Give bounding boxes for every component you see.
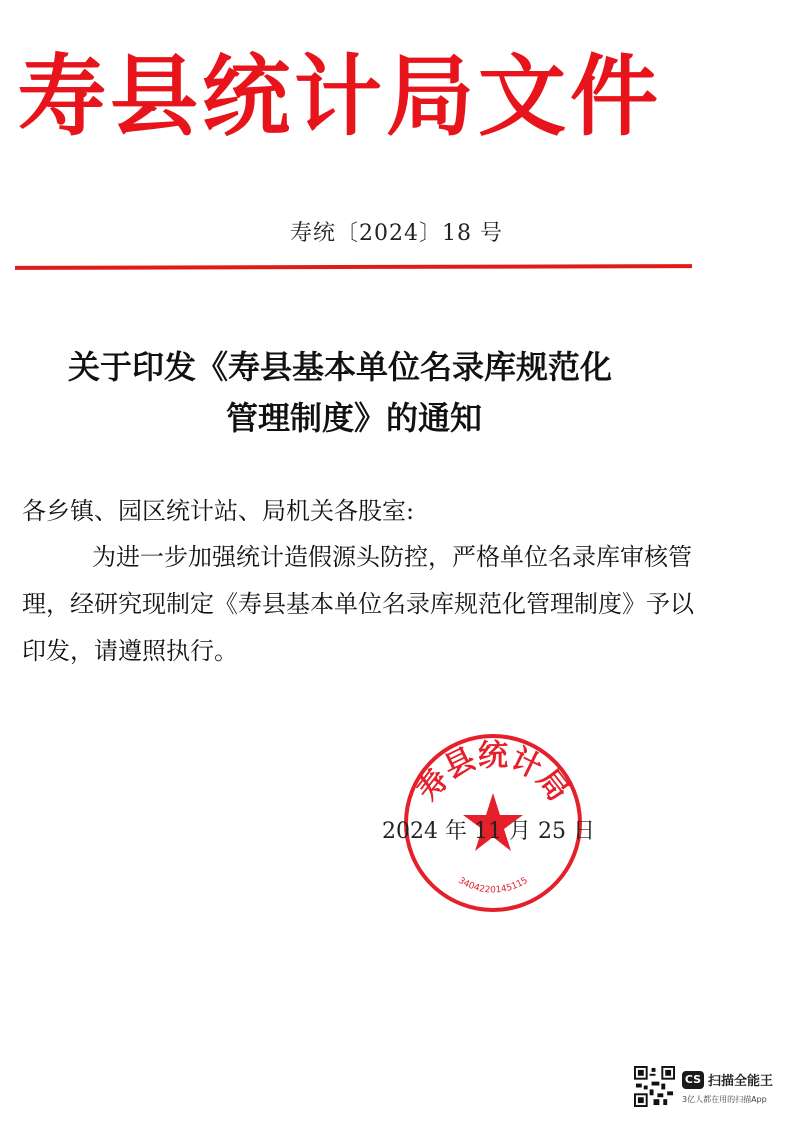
body-paragraph-line-3: 印发，请遵照执行。 (22, 637, 238, 665)
scanner-tagline: 3亿人都在用的扫描App (682, 1095, 767, 1104)
seal-code: 3404220145115 (456, 875, 530, 896)
camscanner-badge-icon: CS (682, 1071, 704, 1089)
scanner-brand-name: 扫描全能王 (708, 1074, 774, 1089)
document-header-title: 寿县统计局文件 (18, 45, 663, 148)
scanner-watermark (634, 1066, 784, 1111)
seal-text: 寿县统计局 (410, 738, 576, 808)
qr-code-icon (634, 1066, 675, 1107)
notice-title-line-2: 管理制度》的通知 (226, 399, 483, 437)
issue-date: 2024 年 11 月 25 日 (382, 819, 595, 844)
notice-title-line-1: 关于印发《寿县基本单位名录库规范化 (68, 348, 613, 386)
red-divider-line (15, 264, 692, 270)
body-paragraph-line-1: 为进一步加强统计造假源头防控，严格单位名录库审核管 (92, 543, 692, 571)
body-paragraph-line-2: 理，经研究现制定《寿县基本单位名录库规范化管理制度》予以 (22, 590, 694, 618)
salutation: 各乡镇、园区统计站、局机关各股室: (22, 497, 415, 525)
document-number: 寿统〔2024〕18 号 (290, 221, 503, 246)
